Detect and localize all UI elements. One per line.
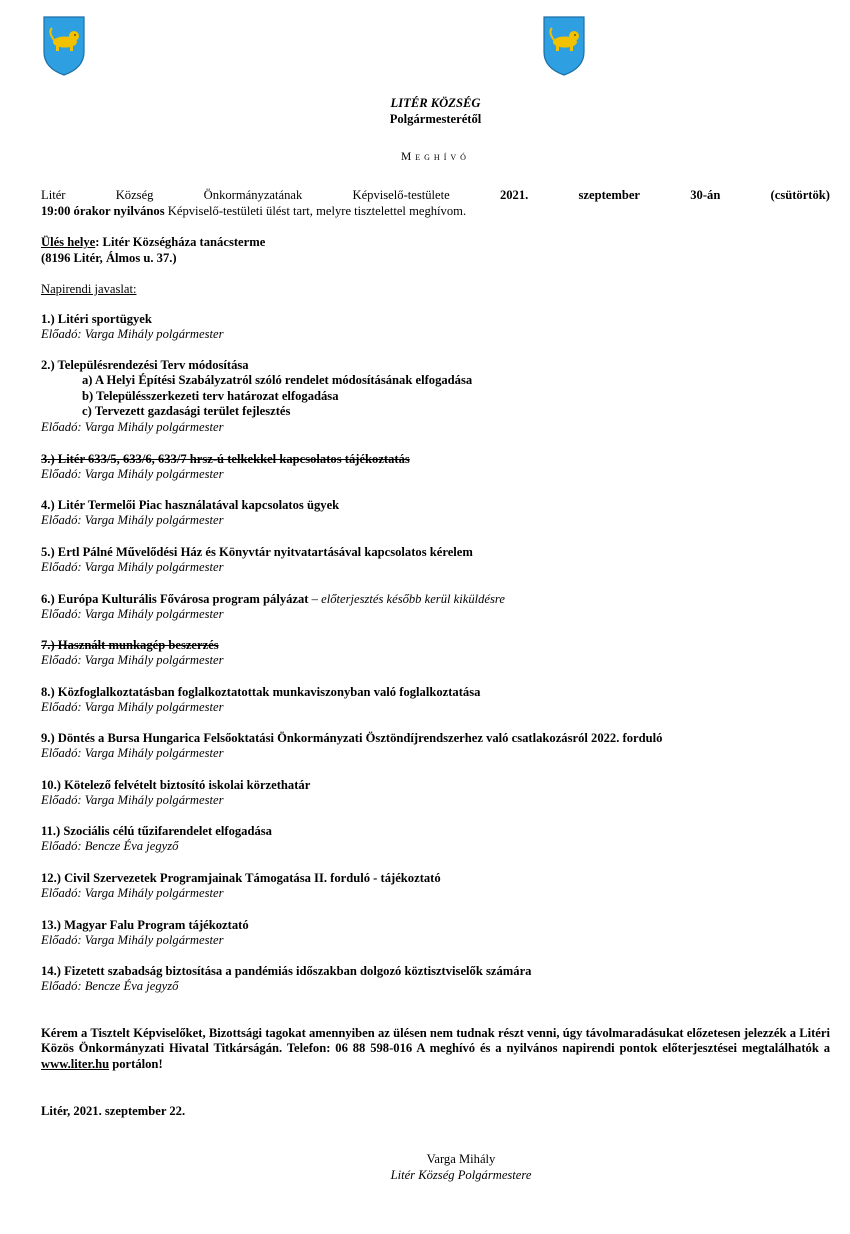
agenda-item-title xyxy=(41,871,830,886)
venue-line xyxy=(41,235,265,250)
agenda-item-title xyxy=(41,452,830,467)
agenda-item xyxy=(41,358,830,435)
intro-word: szeptember xyxy=(578,188,641,202)
crest-left-logo xyxy=(43,16,85,76)
agenda-item-title xyxy=(41,731,830,746)
agenda-subitem: c) Tervezett gazdasági terület fejlesztés xyxy=(82,404,291,419)
agenda-item-title xyxy=(41,592,830,607)
agenda-item-presenter: Előadó: Varga Mihály polgármester xyxy=(41,513,224,528)
agenda-item-title xyxy=(41,918,830,933)
venue-label: Ülés helye xyxy=(41,235,96,249)
agenda-item xyxy=(41,778,830,809)
agenda-item-title xyxy=(41,358,830,373)
agenda-item-presenter: Előadó: Bencze Éva jegyző xyxy=(41,839,179,854)
agenda-item-note: – előterjesztés később kerül kiküldésre xyxy=(308,592,505,606)
agenda-item-title-text: 5.) Ertl Pálné Művelődési Ház és Könyvtár nyitvatartásával kapcsolatos kérelem xyxy=(41,545,473,559)
intro-rest: Képviselő-testületi ülést tart, melyre tisztelettel meghívom. xyxy=(164,204,467,218)
agenda-item-title xyxy=(41,638,830,653)
agenda-item-title-text: 11.) Szociális célú tűzifarendelet elfogadása xyxy=(41,824,272,838)
agenda-item-title xyxy=(41,964,830,979)
intro-word: Litér xyxy=(41,188,66,202)
crest-right-logo xyxy=(543,16,585,76)
agenda-item xyxy=(41,498,830,529)
agenda-item-presenter: Előadó: Varga Mihály polgármester xyxy=(41,793,224,808)
agenda-item-title-text: 1.) Litéri sportügyek xyxy=(41,312,152,326)
header-village: LITÉR KÖZSÉG xyxy=(390,96,481,110)
intro-time: 19:00 órakor nyilvános xyxy=(41,204,165,218)
agenda-item-title-text: 13.) Magyar Falu Program tájékoztató xyxy=(41,918,249,932)
closing-paragraph xyxy=(41,1026,830,1072)
agenda-item xyxy=(41,731,830,762)
header-from: Polgármesterétől xyxy=(389,112,482,126)
agenda-item xyxy=(41,312,830,343)
agenda-item-title-text: 14.) Fizetett szabadság biztosítása a pandémiás időszakban dolgozó köztisztviselők számára xyxy=(41,964,532,978)
agenda-item-title-text: 9.) Döntés a Bursa Hungarica Felsőoktatási Önkormányzati Ösztöndíjrendszerhez való csatlakozásról 2022. forduló xyxy=(41,731,663,745)
agenda-item-title-text: 8.) Közfoglalkoztatásban foglalkoztatottak munkaviszonyban való foglalkoztatása xyxy=(41,685,481,699)
agenda-item xyxy=(41,871,830,902)
agenda-item-title-text: 6.) Európa Kulturális Fővárosa program pályázat xyxy=(41,592,309,606)
agenda-item-title xyxy=(41,685,830,700)
agenda-item-title xyxy=(41,498,830,513)
agenda-item-presenter: Előadó: Bencze Éva jegyző xyxy=(41,979,179,994)
intro-word: Képviselő-testülete xyxy=(352,188,450,202)
agenda-item-presenter: Előadó: Varga Mihály polgármester xyxy=(41,653,224,668)
agenda-item-presenter: Előadó: Varga Mihály polgármester xyxy=(41,700,224,715)
agenda-item xyxy=(41,592,830,623)
agenda-item xyxy=(41,685,830,716)
agenda-item xyxy=(41,824,830,855)
agenda-item-presenter: Előadó: Varga Mihály polgármester xyxy=(41,419,224,434)
agenda-item-title-text: 10.) Kötelező felvételt biztosító iskolai körzethatár xyxy=(41,778,311,792)
agenda-item-presenter: Előadó: Varga Mihály polgármester xyxy=(41,746,224,761)
agenda-item-title xyxy=(41,545,830,560)
agenda-item-presenter: Előadó: Varga Mihály polgármester xyxy=(41,467,224,482)
agenda-item-presenter: Előadó: Varga Mihály polgármester xyxy=(41,560,224,575)
agenda-item-title-text: 2.) Településrendezési Terv módosítása xyxy=(41,358,249,372)
closing-text: Kérem a Tisztelt Képviselőket, Bizottsági tagokat amennyiben az ülésen nem tudnak részt venni, úgy távolmaradásukat előzetesen jelezzék a Litéri Közös Önkormányzati Hivatal Titkárságán. Telefon: 06 88 598-016 A meghívó és a nyilvános napirendi pontok előterjesztései megtalálhatók a xyxy=(41,1026,830,1056)
agenda-subitem: b) Településszerkezeti terv határozat elfogadása xyxy=(82,388,339,403)
agenda-item xyxy=(41,638,830,669)
agenda-item-title-text: 12.) Civil Szervezetek Programjainak Támogatása II. forduló - tájékoztató xyxy=(41,871,441,885)
agenda-item-presenter: Előadó: Varga Mihály polgármester xyxy=(41,886,224,901)
agenda-item xyxy=(41,452,830,483)
venue-name: : Litér Községháza tanácsterme xyxy=(95,235,266,249)
signature-name: Varga Mihály xyxy=(426,1152,496,1166)
document-date: Litér, 2021. szeptember 22. xyxy=(41,1104,186,1118)
intro-word: 2021. xyxy=(499,188,529,202)
agenda-label: Napirendi javaslat: xyxy=(41,282,137,296)
agenda-item-presenter: Előadó: Varga Mihály polgármester xyxy=(41,933,224,948)
closing-text-end: portálon! xyxy=(109,1056,163,1071)
intro-word: Község xyxy=(115,188,154,202)
agenda-item-title xyxy=(41,824,830,839)
agenda-subitem: a) A Helyi Építési Szabályzatról szóló rendelet módosításának elfogadása xyxy=(82,373,473,388)
agenda-item-presenter: Előadó: Varga Mihály polgármester xyxy=(41,327,224,342)
intro-line-1 xyxy=(41,188,830,203)
venue-address: (8196 Litér, Álmos u. 37.) xyxy=(41,251,177,265)
intro-word: (csütörtök) xyxy=(770,188,830,202)
document-title xyxy=(41,150,830,165)
agenda-item-title-text: 7.) Használt munkagép beszerzés xyxy=(41,638,219,652)
intro-line-2 xyxy=(41,204,830,219)
agenda-item-title-text: 3.) Litér 633/5, 633/6, 633/7 hrsz-ú telkekkel kapcsolatos tájékoztatás xyxy=(41,452,410,466)
document-title-text: Meghívó xyxy=(401,151,470,163)
signature-title: Litér Község Polgármestere xyxy=(390,1168,532,1182)
website-link[interactable]: www.liter.hu xyxy=(41,1056,110,1071)
agenda-item xyxy=(41,918,830,949)
agenda-item xyxy=(41,964,830,995)
agenda-item-title xyxy=(41,312,830,327)
intro-word: 30-án xyxy=(690,188,721,202)
agenda-item-title xyxy=(41,778,830,793)
intro-word: Önkormányzatának xyxy=(203,188,303,202)
agenda-item xyxy=(41,545,830,576)
agenda-item-title-text: 4.) Litér Termelői Piac használatával kapcsolatos ügyek xyxy=(41,498,340,512)
agenda-item-presenter: Előadó: Varga Mihály polgármester xyxy=(41,607,224,622)
